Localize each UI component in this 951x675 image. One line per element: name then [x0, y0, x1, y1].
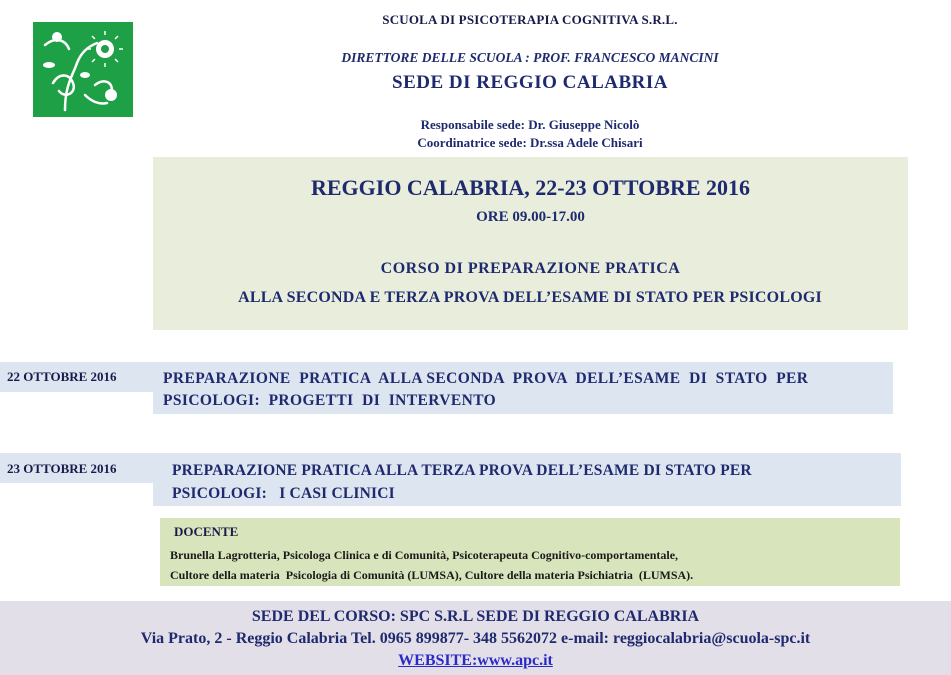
session-line: PREPARAZIONE PRATICA ALLA SECONDA PROVA DELL’ESAME DI STATO PER	[163, 370, 809, 387]
footer-website-row	[0, 652, 951, 670]
docente-description	[170, 545, 890, 585]
docente-line: Cultore della materia Psicologia di Comunità (LUMSA), Cultore della materia Psichiatria (LUMSA).	[170, 568, 694, 582]
session-date: 22 OTTOBRE 2016	[7, 369, 117, 384]
website-link[interactable]: WEBSITE:www.apc.it	[398, 652, 553, 669]
session-line: PSICOLOGI: I CASI CLINICI	[172, 485, 395, 502]
school-logo	[33, 22, 133, 117]
flower-logo-icon	[35, 25, 131, 115]
staff-block	[330, 116, 730, 152]
session-line: PSICOLOGI: PROGETTI DI INTERVENTO	[163, 392, 497, 409]
docente-line: Brunella Lagrotteria, Psicologa Clinica e di Comunità, Psicoterapeuta Cognitivo-comportamentale,	[170, 548, 679, 562]
school-name: SCUOLA DI PSICOTERAPIA COGNITIVA S.R.L.	[382, 12, 678, 27]
event-hours: ORE 09.00-17.00	[476, 209, 585, 225]
course-title-line2: ALLA SECONDA E TERZA PROVA DELL’ESAME DI STATO PER PSICOLOGI	[238, 289, 822, 306]
footer-sede: SEDE DEL CORSO: SPC S.R.L SEDE DI REGGIO CALABRIA	[251, 608, 700, 625]
event-title: REGGIO CALABRIA, 22-23 OTTOBRE 2016	[310, 175, 751, 200]
director-line: DIRETTORE DELLE SCUOLA : PROF. FRANCESCO MANCINI	[341, 50, 719, 65]
responsabile-line: Responsabile sede: Dr. Giuseppe Nicolò	[420, 117, 640, 132]
session-description	[163, 368, 888, 412]
course-title-line1: CORSO DI PREPARAZIONE PRATICA	[380, 260, 681, 277]
footer-contacts: Via Prato, 2 - Reggio Calabria Tel. 0965 899877- 348 5562072 e-mail: reggiocalabria@scuola-spc.it	[140, 630, 811, 647]
session-date: 23 OTTOBRE 2016	[7, 461, 117, 476]
session-line: PREPARAZIONE PRATICA ALLA TERZA PROVA DELL’ESAME DI STATO PER	[172, 462, 752, 479]
session-description	[172, 459, 897, 505]
docente-label: DOCENTE	[174, 524, 239, 539]
coordinatrice-line: Coordinatrice sede: Dr.ssa Adele Chisari	[417, 135, 643, 150]
sede-title: SEDE DI REGGIO CALABRIA	[392, 72, 668, 93]
